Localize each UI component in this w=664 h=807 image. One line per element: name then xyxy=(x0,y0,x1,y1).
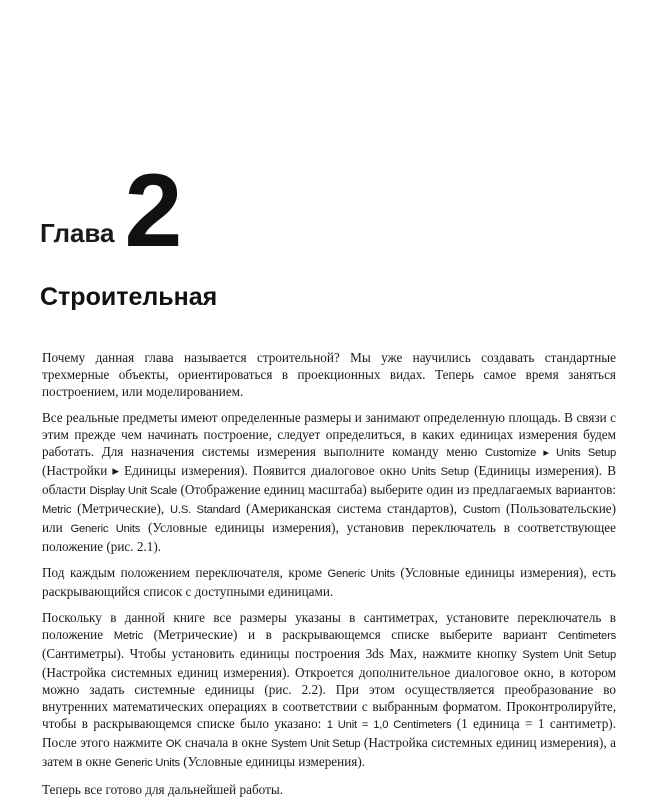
ui-term: Metric xyxy=(42,504,72,516)
ui-term: System Unit Setup xyxy=(270,738,361,750)
paragraph xyxy=(42,609,616,772)
text-run: Поскольку в данной книге все размеры указаны в сантиметрах, установите переключатель в положение xyxy=(42,610,616,642)
text-run: (Сантиметры). Чтобы установить единицы построения 3ds Max, нажмите кнопку xyxy=(42,646,523,661)
text-run: Под каждым положением переключателя, кроме xyxy=(42,565,328,580)
chapter-number: 2 xyxy=(124,153,183,269)
text-run: (Метрические) и в раскрывающемся списке выберите вариант xyxy=(142,627,558,642)
text-run: Почему данная глава называется строительной? Мы уже научились создавать стандартные трехмерные объекты, ориентироваться в проекционных видах. Теперь самое время заняться построением, или моделированием. xyxy=(42,350,616,399)
ui-term: U.S. Standard xyxy=(170,504,241,516)
ui-term: Centimeters xyxy=(557,630,616,642)
ui-term: Generic Units xyxy=(70,523,141,535)
ui-term: Generic Units xyxy=(114,757,180,769)
text-run: (Отображение единиц масштаба) выберите один из предлагаемых вариантов: xyxy=(177,482,616,497)
ui-term: Generic Units xyxy=(327,568,395,580)
chapter-title: Строительная xyxy=(40,283,218,311)
text-run: (Настройки ▸ Единицы измерения). Появится диалоговое окно xyxy=(42,463,412,478)
text-run: (Условные единицы измерения), установив переключатель в соответствующее положение (рис. 2.1). xyxy=(42,520,617,554)
body-text xyxy=(42,349,616,807)
text-run: (Условные единицы измерения), есть раскрывающийся список с доступными единицами. xyxy=(42,565,616,599)
chapter-heading xyxy=(40,153,183,269)
ui-term: Units Setup xyxy=(411,466,469,478)
text-run: (Пользовательские) или xyxy=(42,501,617,535)
ui-term: System Unit Setup xyxy=(522,649,616,661)
text-run: (Метрические), xyxy=(71,501,171,516)
paragraph xyxy=(42,349,616,400)
ui-term: OK xyxy=(165,738,182,750)
text-run: (Настройка системных единиц измерения), а затем в окне xyxy=(42,735,617,769)
ui-term: Metric xyxy=(113,630,143,642)
text-run: Теперь все готово для дальнейшей работы. xyxy=(42,782,283,797)
text-run: Все реальные предметы имеют определенные размеры и занимают определенную площадь. В связи с этим прежде чем начинать построение, следует определиться, в каких единицах измерения будем работать. Для назначения системы измерения выполните команду меню xyxy=(42,410,616,459)
text-run: (Настройка системных единиц измерения). Откроется дополнительное диалоговое окно, в котором можно задать системные единицы (рис. 2.2). При этом осуществляется преобразование во внутренних математических операциях в соответствии с выбранным форматом. Проконтролируйте, чтобы в раскрывающемся списке было указано: xyxy=(42,665,616,731)
text-run: (Единицы измерения). В области xyxy=(42,463,617,497)
paragraph xyxy=(42,409,616,555)
paragraph xyxy=(42,564,616,600)
ui-term: 1 Unit = 1,0 Centimeters xyxy=(326,719,452,731)
chapter-label: Глава xyxy=(40,218,115,248)
paragraph xyxy=(42,781,616,798)
text-run: (1 единица = 1 сантиметр). После этого нажмите xyxy=(42,716,616,750)
text-run: (Условные единицы измерения). xyxy=(179,754,366,769)
ui-term: Display Unit Scale xyxy=(89,485,177,497)
text-run: (Американская система стандартов), xyxy=(240,501,463,516)
text-run: сначала в окне xyxy=(181,735,271,750)
ui-term: Custom xyxy=(462,504,501,516)
ui-term: Customize ▸ Units Setup xyxy=(485,447,616,459)
